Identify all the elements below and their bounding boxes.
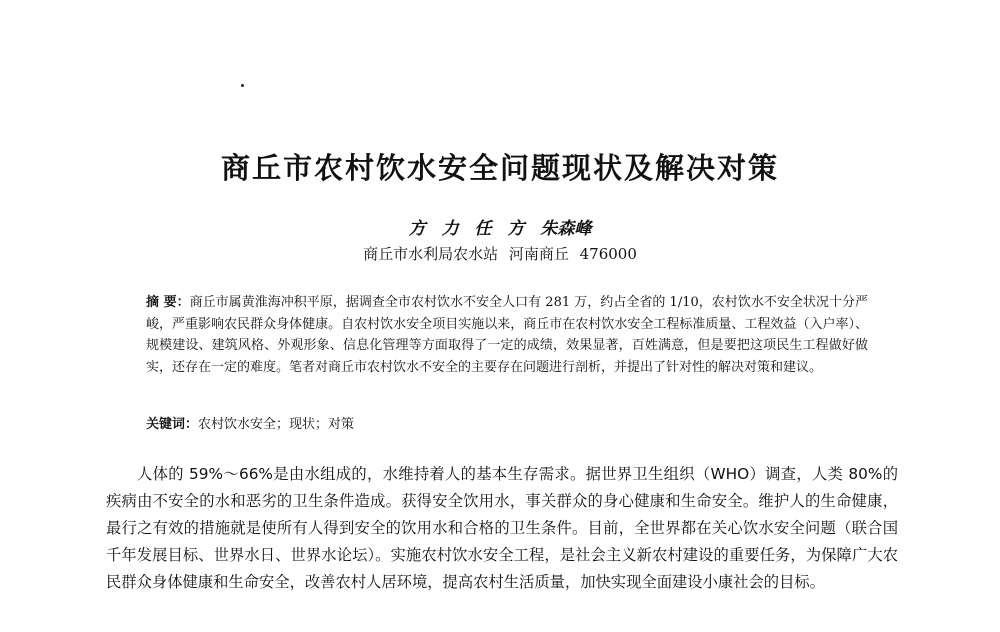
affiliation: 商丘市水利局农水站 河南商丘 476000 [363, 245, 637, 263]
keywords [146, 415, 868, 435]
abstract [146, 292, 868, 378]
body-paragraph: 人体的 59%～66%是由水组成的，水维持着人的基本生存需求。据世界卫生组织（WHO）调查，人类 80%的疾病由不安全的水和恶劣的卫生条件造成。获得安全饮用水，事关群众的身心健康和生命安全。维护人的生命健康，最行之有效的措施就是使所有人得到安全的饮用水和合格的卫生条件。目前，全世界都在关心饮水安全问题（联合国千年发展目标、世界水日、世界水论坛）。实施农村饮水安全工程，是社会主义新农村建设的重要任务，为保障广大农民群众身体健康和生命安全，改善农村人居环境，提高农村生活质量，加快实现全面建设小康社会的目标。 [106, 465, 898, 591]
keywords-label: 关键词： [146, 417, 199, 432]
stray-dot [241, 84, 244, 87]
abstract-label: 摘 要： [146, 295, 190, 310]
keywords-text: 农村饮水安全；现状；对策 [198, 417, 355, 432]
authors: 方 力 任 方 朱森峰 [408, 219, 592, 239]
paper-title: 商丘市农村饮水安全问题现状及解决对策 [220, 151, 779, 185]
abstract-text: 商丘市属黄淮海冲积平原，据调查全市农村饮水不安全人口有 281 万，约占全省的 1/10，农村饮水不安全状况十分严峻，严重影响农民群众身体健康。自农村饮水安全项目实施以来，商丘市在农村饮水安全工程标准质量、工程效益（入户率）、规模建设、建筑风格、外观形象、信息化管理等方面取得了一定的成绩，效果显著，百姓满意，但是要把这项民生工程做好做实，还存在一定的难度。笔者对商丘市农村饮水不安全的主要存在问题进行剖析，并提出了针对性的解决对策和建议。 [146, 295, 868, 375]
